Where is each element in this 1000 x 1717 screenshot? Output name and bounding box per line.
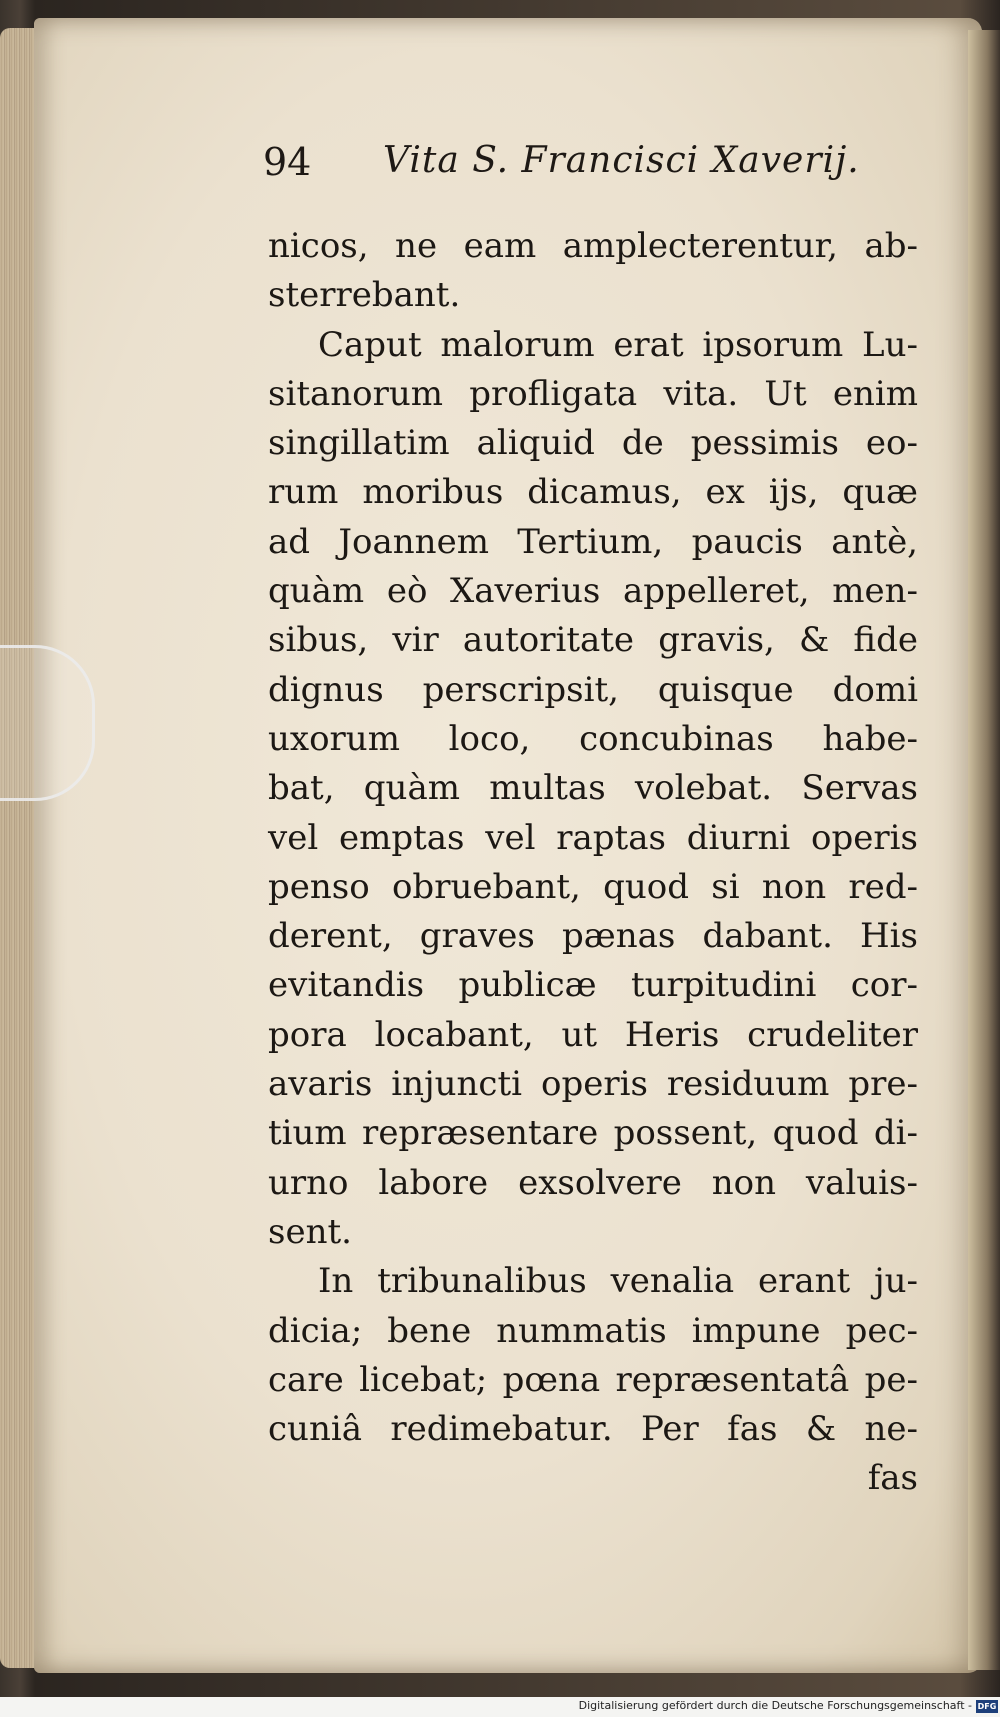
text-line: sent. — [268, 1211, 352, 1252]
text-line: penso obruebant, quod si non red- — [268, 866, 918, 907]
text-line: cuniâ redimebatur. Per fas & ne- — [268, 1409, 918, 1450]
text-line: sitanorum profligata vita. Ut enim — [268, 373, 918, 414]
running-head: Vita S. Francisci Xaverij. — [383, 140, 860, 181]
text-line: pora locabant, ut Heris crudeliter — [268, 1014, 918, 1055]
text-line: In tribunalibus venalia erant ju- — [318, 1261, 918, 1302]
text-line: quàm eò Xaverius appelleret, men- — [268, 571, 918, 612]
page-number: 94 — [263, 140, 312, 184]
text-line: sterrebant. — [268, 275, 461, 316]
text-line: avaris injuncti operis residuum pre- — [268, 1064, 918, 1105]
text-line: vel emptas vel raptas diurni operis — [268, 817, 918, 858]
page-clip — [0, 645, 95, 801]
text-line: tium repræsentare possent, quod di- — [268, 1113, 918, 1154]
text-line: uxorum loco, concubinas habe- — [268, 718, 918, 759]
page-header — [263, 140, 923, 200]
text-line: dignus perscripsit, quisque domi — [268, 669, 918, 710]
digitization-footer — [0, 1697, 1000, 1717]
text-line: nicos, ne eam amplecterentur, ab- — [268, 226, 918, 266]
facing-page-edge — [968, 30, 1000, 1670]
text-line: bat, quàm multas volebat. Servas — [268, 768, 918, 809]
body-text — [268, 222, 918, 1504]
text-line: care licebat; pœna repræsentatâ pe- — [268, 1359, 918, 1400]
text-line: Caput malorum erat ipsorum Lu- — [318, 324, 918, 365]
dfg-logo-icon: DFG — [977, 1702, 997, 1711]
text-line: urno labore exsolvere non valuis- — [268, 1162, 918, 1203]
text-line: sibus, vir autoritate gravis, & fide — [268, 620, 918, 661]
text-line: ad Joannem Tertium, paucis antè, — [268, 521, 918, 562]
text-line: evitandis publicæ turpitudini cor- — [268, 965, 918, 1006]
footer-credit: Digitalisierung gefördert durch die Deutsche Forschungsgemeinschaft - — [578, 1699, 972, 1712]
catchword: fas — [867, 1458, 918, 1499]
text-line: derent, graves pænas dabant. His — [268, 916, 918, 957]
text-line: singillatim aliquid de pessimis eo- — [268, 423, 918, 464]
text-line: dicia; bene nummatis impune pec- — [268, 1310, 918, 1351]
text-line: rum moribus dicamus, ex ijs, quæ — [268, 472, 918, 513]
